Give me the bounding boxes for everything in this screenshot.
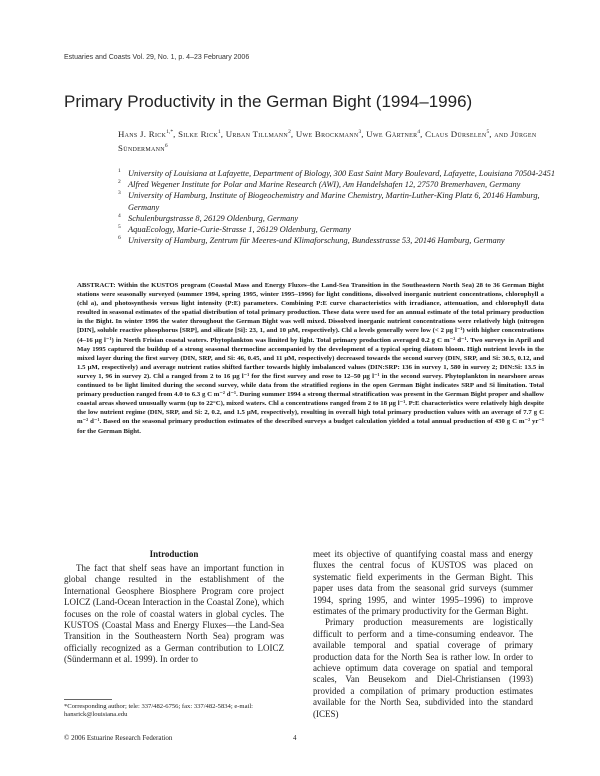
- author-name: Urban Tillmann: [225, 128, 289, 139]
- author-name: Hans J. Rick: [118, 128, 167, 139]
- author-separator: ,: [420, 128, 426, 139]
- left-column: [64, 563, 284, 666]
- affiliation-number: 2: [118, 179, 121, 186]
- affiliation-text: University of Hamburg, Institute of Biogeochemistry and Marine Chemistry, Martin-Luther-King Platz 6, 20146 Hamburg, Germany: [128, 191, 540, 212]
- footnote-divider: [64, 699, 112, 700]
- author-list: [118, 126, 548, 154]
- intro-paragraph-1-continued: meet its objective of quantifying coastal mass and energy fluxes the central focus of KUSTOS was placed on systematic field experiments in the German Bight. This paper uses data from the seasonal grid surveys (summer 1994, spring 1995, and winter 1995–1996) to improve estimates of the primary productivity for the German Bight.: [313, 549, 533, 617]
- affiliation-number: 5: [118, 224, 121, 231]
- author-name: Uwe Brockmann: [295, 128, 359, 139]
- affiliation-item: [118, 235, 558, 246]
- author-affiliation-marker: 1: [218, 129, 221, 135]
- author-name: Claus Dürselen: [425, 128, 487, 139]
- intro-paragraph-1: The fact that shelf seas have an important function in global change resulted in the establishment of the International Geosphere Biosphere Program core project LOICZ (Land-Ocean Interaction in the Coastal Zone), which focuses on the role of coastal waters in global cycles. The KUSTOS (Coastal Mass and Energy Fluxes—the Land-Sea Transition in the Southeastern North Sea) program was officially recognized as a German contribution to LOICZ (Sündermann et al. 1999). In order to: [64, 563, 284, 665]
- author-affiliation-marker: 5: [486, 129, 490, 135]
- affiliation-item: [118, 224, 558, 235]
- affiliation-text: AquaEcology, Marie-Curie-Strasse 1, 26129 Oldenburg, Germany: [128, 225, 351, 235]
- author-affiliation-marker: 6: [164, 142, 168, 149]
- author-separator: ,: [173, 128, 179, 139]
- author-separator: , and: [489, 128, 511, 139]
- affiliation-item: [118, 168, 558, 179]
- affiliation-number: 4: [118, 212, 121, 219]
- author-separator: ,: [361, 128, 367, 139]
- affiliation-list: [118, 168, 558, 246]
- section-heading-introduction: Introduction: [149, 549, 199, 559]
- author-separator: ,: [290, 128, 296, 139]
- author-name: Silke Rick: [178, 128, 219, 139]
- journal-header: Estuaries and Coasts Vol. 29, No. 1, p. 4–23 February 2006: [64, 54, 250, 61]
- author-name: Jürgen Sündermann: [118, 128, 537, 153]
- affiliation-item: [118, 213, 558, 224]
- page-number: 4: [293, 734, 297, 742]
- right-column: [313, 549, 533, 720]
- affiliation-text: University of Louisiana at Lafayette, Department of Biology, 300 East Saint Mary Boulevard, Lafayette, Louisiana 70504-2451: [128, 169, 556, 178]
- copyright-notice: © 2006 Estuarine Research Federation: [64, 734, 173, 742]
- affiliation-item: [118, 179, 558, 190]
- abstract: [77, 281, 544, 436]
- author-affiliation-marker: 4: [417, 129, 421, 135]
- author-name: Uwe Gärtner: [366, 128, 418, 139]
- abstract-label: ABSTRACT:: [77, 282, 116, 289]
- affiliation-number: 6: [118, 235, 121, 242]
- affiliation-number: 1: [118, 168, 121, 174]
- author-affiliation-marker: 3: [358, 129, 362, 135]
- intro-paragraph-2: Primary production measurements are logistically difficult to perform and a time-consuming endeavor. The available temporal and spatial coverage of primary production data for the North Sea is rather low. In order to achieve optimum data coverage on spatial and temporal scales, Van Beusekom and Diel-Christiansen (1993) provided a compilation of primary production estimates available for the North Sea, subdivided into the standard (ICES): [313, 617, 533, 719]
- article-title: Primary Productivity in the German Bight (1994–1996): [64, 92, 473, 111]
- author-affiliation-marker: 1,*: [166, 129, 174, 135]
- affiliation-number: 3: [118, 190, 121, 197]
- affiliation-text: Schulenburgstrasse 8, 26129 Oldenburg, Germany: [128, 213, 299, 223]
- affiliation-text: Alfred Wegener Institute for Polar and Marine Research (AWI), Am Handelshafen 12, 27570 Bremerhaven, Germany: [128, 180, 521, 190]
- affiliation-text: University of Hamburg, Zentrum für Meeres-und Klimaforschung, Bundesstrasse 53, 20146 Hamburg, Germany: [128, 236, 505, 246]
- author-affiliation-marker: 2: [288, 129, 291, 135]
- affiliation-item: [118, 190, 558, 212]
- author-separator: ,: [220, 128, 226, 139]
- corresponding-author-footnote: *Corresponding author; tele: 337/482-6756; fax: 337/482-5834; e-mail: hansrick@louisiana.edu: [64, 703, 253, 719]
- abstract-text: Within the KUSTOS program (Coastal Mass and Energy Fluxes–the Land-Sea Transition in the Southeastern North Sea) 28 to 36 German Bight stations were seasonally surveyed (summer 1994, spring 1995, winter 1995–1996) for light conditions, dissolved inorganic nutrient concentrations, chlorophyll a (chl a), and photosynthesis versus light intensity (P:E) parameters. Combining P:E curve characteristics with irradiance, attenuation, and chlorophyll data resulted in seasonal estimates of the spatial distribution of total primary production. These data were used for an annual estimate of the total primary production in the Bight. In winter 1996 the water throughout the German Bight was well mixed. Dissolved inorganic nutrient concentrations were relatively high (nitrogen [DIN], soluble reactive phosphorus [SRP], and silicate [Si]: 23, 1, and 10 μM, respectively). Chl a levels generally were low (< 2 μg l⁻¹) with higher concentrations (4–16 μg l⁻¹) in North Frisian coastal waters. Phytoplankton was limited by light. Total primary production averaged 0.2 g C m⁻² d⁻¹. Two surveys in April and May 1995 captured the buildup of a strong seasonal thermocline accompanied by the development of a typical spring diatom bloom. High nutrient levels in the mixed layer during the first survey (DIN, SRP, and Si: 46, 0.45, and 11 μM, respectively) decreased towards the second survey (DIN, SRP, and Si: 30.5, 0.12, and 1.5 μM, respectively) and average nutrient ratios shifted farther towards highly imbalanced values (DIN:SRP: 136 in survey 1, 580 in survey 2; DIN:Si: 13.5 in survey 1, 96 in survey 2). Chl a ranged from 2 to 16 μg l⁻¹ for the first survey and rose to 12–50 μg l⁻¹ in the second survey. Phytoplankton in nearshore areas continued to be light limited during the second survey, while data from the stratified regions in the open German Bight indicates SRP and Si limitation. Total primary production ranged from 4.0 to 6.3 g C m⁻² d⁻¹. During summer 1994 a strong thermal stratification was present in the German Bight proper and shallow coastal areas showed unusually warm (up to 22°C), mixed waters. Chl a concentrations ranged from 2 to 18 μg l⁻¹. P:E characteristics were relatively high despite the low nutrient regime (DIN, SRP, and Si: 2, 0.2, and 1.5 μM, respectively), resulting in overall high total primary production values with an average of 7.7 g C m⁻² d⁻¹. Based on the seasonal primary production estimates of the described surveys a budget calculation yielded a total annual production of 430 g C m⁻² yr⁻¹ for the German Bight.: [77, 282, 544, 435]
